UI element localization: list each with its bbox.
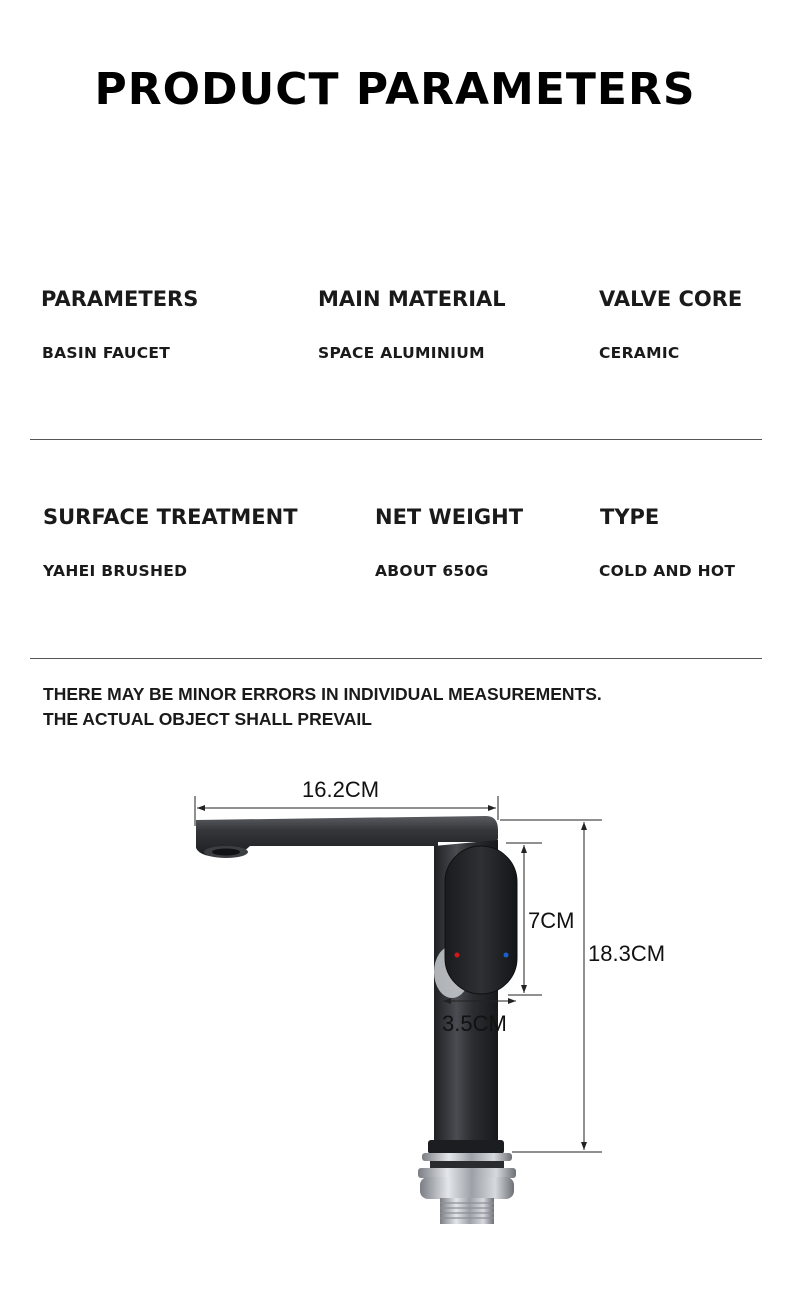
spec-value-surface-treatment: YAHEI BRUSHED [43, 562, 188, 580]
faucet-base [418, 1140, 516, 1224]
spec-label-net-weight: NET WEIGHT [375, 505, 524, 529]
spec-label-type: TYPE [600, 505, 660, 529]
spec-value-parameters: BASIN FAUCET [42, 344, 171, 362]
dimension-total-height: 18.3CM [588, 941, 666, 966]
spec-value-type: COLD AND HOT [599, 562, 736, 580]
spec-value-net-weight: ABOUT 650G [375, 562, 489, 580]
dimension-handle-width: 3.5CM [442, 1011, 507, 1036]
disclaimer-line-2: THE ACTUAL OBJECT SHALL PREVAIL [43, 709, 372, 729]
spec-value-main-material: SPACE ALUMINIUM [318, 344, 485, 362]
hot-indicator-icon [455, 953, 460, 958]
disclaimer-line-1: THERE MAY BE MINOR ERRORS IN INDIVIDUAL MEASUREMENTS. [43, 684, 602, 704]
spec-label-surface-treatment: SURFACE TREATMENT [43, 505, 298, 529]
spec-label-valve-core: VALVE CORE [599, 287, 743, 311]
faucet-handle [445, 846, 517, 994]
spec-label-main-material: MAIN MATERIAL [318, 287, 506, 311]
spec-label-parameters: PARAMETERS [41, 287, 199, 311]
cold-indicator-icon [504, 953, 509, 958]
page-title: PRODUCT PARAMETERS [94, 64, 696, 115]
spec-value-valve-core: CERAMIC [599, 344, 680, 362]
dimension-spout-length: 16.2CM [302, 777, 380, 802]
dimension-handle-height: 7CM [528, 908, 575, 933]
